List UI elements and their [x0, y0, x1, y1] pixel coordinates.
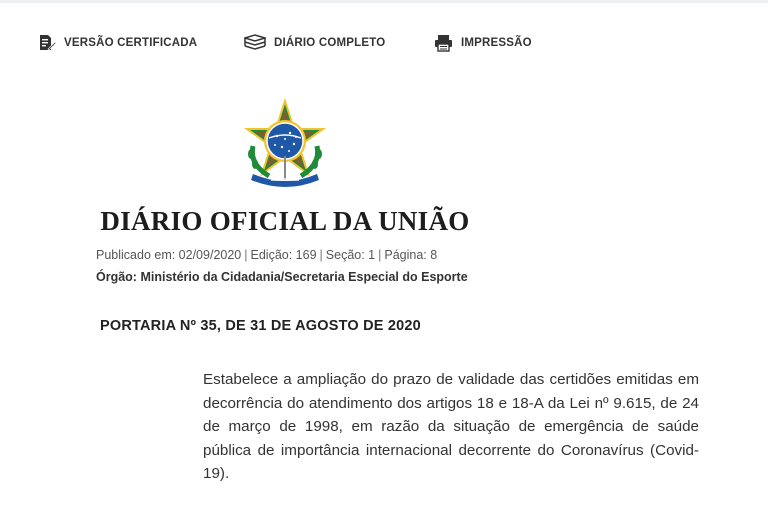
issuing-body-label: Órgão: — [96, 270, 137, 284]
meta-separator: | — [378, 248, 382, 262]
stacked-newspaper-icon — [244, 34, 266, 52]
top-divider — [0, 0, 768, 3]
edition: Edição: 169 — [250, 248, 317, 262]
printer-icon — [434, 34, 453, 52]
print-label: IMPRESSÃO — [461, 37, 532, 49]
issuing-body-value: Ministério da Cidadania/Secretaria Especial do Esporte — [140, 270, 468, 284]
issuing-body — [96, 270, 468, 284]
publication-meta — [96, 248, 437, 262]
ordinance-heading: PORTARIA Nº 35, DE 31 DE AGOSTO DE 2020 — [100, 318, 421, 334]
meta-separator: | — [319, 248, 323, 262]
ordinance-summary: Estabelece a ampliação do prazo de validade das certidões emitidas em decorrência do atendimento dos artigos 18 e 18-A da Lei nº 9.615, de 24 de março de 1998, em razão da situação de emergência de saúde pública de importância internacional decorrente do Coronavírus (Covid-19). — [203, 371, 699, 482]
published-date: Publicado em: 02/09/2020 — [96, 248, 242, 262]
full-diary-button[interactable] — [244, 34, 385, 52]
print-button[interactable] — [434, 34, 532, 52]
certified-document-icon — [38, 34, 56, 52]
page-number: Página: 8 — [384, 248, 438, 262]
page-title: DIÁRIO OFICIAL DA UNIÃO — [100, 206, 470, 236]
certified-version-button[interactable] — [38, 34, 197, 52]
brazil-coat-of-arms-icon — [239, 98, 331, 190]
certified-version-label: VERSÃO CERTIFICADA — [64, 37, 198, 49]
section: Seção: 1 — [325, 248, 376, 262]
meta-separator: | — [244, 248, 248, 262]
full-diary-label: DIÁRIO COMPLETO — [274, 37, 386, 49]
